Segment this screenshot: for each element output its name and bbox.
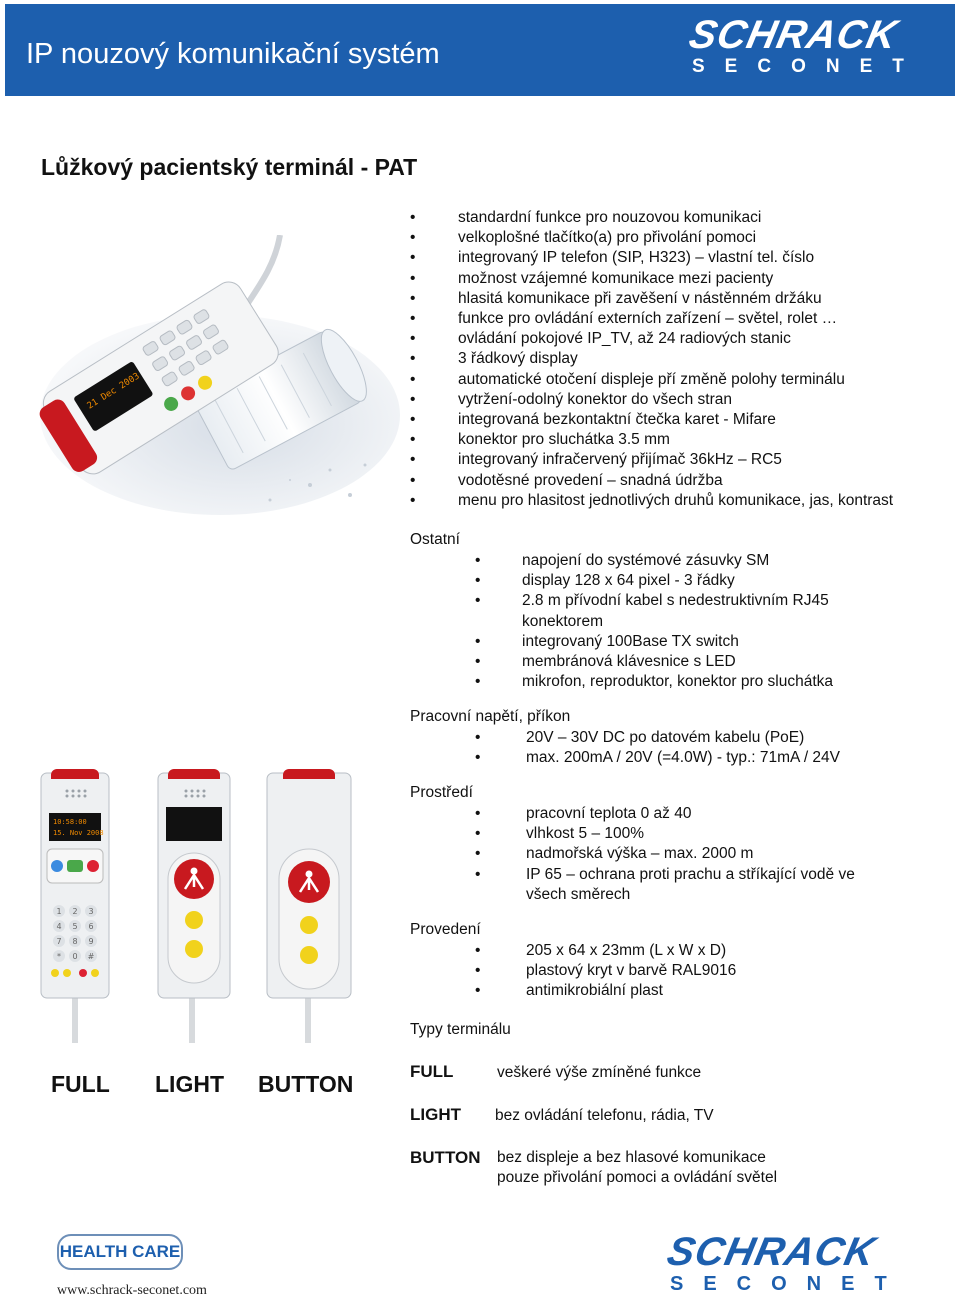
full-display-line1: 10:58:00 xyxy=(53,818,87,826)
health-care-badge: HEALTH CARE xyxy=(57,1234,183,1270)
svg-text:7: 7 xyxy=(56,937,62,946)
svg-text:6: 6 xyxy=(88,922,94,931)
caption-button: BUTTON xyxy=(258,1071,354,1097)
list-item: • display 128 x 64 pixel - 3 řádky xyxy=(475,571,875,591)
svg-text:9: 9 xyxy=(88,937,94,946)
terminal-photo-icon xyxy=(10,235,400,535)
product-photo xyxy=(10,235,400,535)
logo-sub: SECONET xyxy=(670,1273,907,1295)
header-title: IP nouzový komunikační systém xyxy=(26,38,440,70)
feature-list xyxy=(410,208,950,511)
list-item: • konektor pro sluchátka 3.5 mm xyxy=(410,430,950,450)
caption-full: FULL xyxy=(51,1071,110,1097)
device-light-icon xyxy=(158,769,230,1043)
list-item: • integrovaná bezkontaktní čtečka karet - Mifare xyxy=(410,410,950,430)
page-title: Lůžkový pacientský terminál - PAT xyxy=(41,154,418,180)
svg-text:0: 0 xyxy=(72,952,78,961)
napeti-list xyxy=(475,728,895,768)
svg-text:1: 1 xyxy=(56,907,62,916)
list-item: • membránová klávesnice s LED xyxy=(475,652,875,672)
list-item: • vlhkost 5 – 100% xyxy=(475,824,887,844)
variant-devices xyxy=(35,765,375,1050)
section-heading-prostredi: Prostředí xyxy=(410,784,473,801)
list-item: • mikrofon, reproduktor, konektor pro sluchátka xyxy=(475,672,875,692)
type-name-full: FULL xyxy=(410,1062,454,1081)
svg-text:3: 3 xyxy=(88,907,94,916)
list-item: • 205 x 64 x 23mm (L x W x D) xyxy=(475,941,875,961)
list-item: • možnost vzájemné komunikace mezi pacienty xyxy=(410,269,950,289)
list-item: • automatické otočení displeje pří změně polohy terminálu xyxy=(410,370,950,390)
list-item: • velkoplošné tlačítko(a) pro přivolání pomoci xyxy=(410,228,950,248)
logo-brand: SCHRACK xyxy=(663,1230,880,1274)
photo-display-text: 21 Dec 2003 xyxy=(85,371,142,412)
svg-text:8: 8 xyxy=(72,937,78,946)
type-desc-light: bez ovládání telefonu, rádia, TV xyxy=(495,1107,714,1124)
list-item: • standardní funkce pro nouzovou komunikaci xyxy=(410,208,950,228)
list-item: • napojení do systémové zásuvky SM xyxy=(475,551,875,571)
list-item: • hlasitá komunikace při zavěšení v nástěnném držáku xyxy=(410,289,950,309)
section-heading-napeti: Pracovní napětí, příkon xyxy=(410,708,571,725)
list-item: • IP 65 – ochrana proti prachu a stříkající vodě ve všech směrech xyxy=(475,865,887,905)
ostatni-list xyxy=(475,551,875,692)
list-item: • vytržení-odolný konektor do všech stran xyxy=(410,390,950,410)
svg-text:5: 5 xyxy=(72,922,78,931)
provedeni-list xyxy=(475,941,875,1002)
type-desc-full: veškeré výše zmíněné funkce xyxy=(497,1064,702,1081)
svg-text:#: # xyxy=(87,952,95,961)
logo-sub: SECONET xyxy=(692,56,924,77)
type-name-light: LIGHT xyxy=(410,1105,461,1124)
logo-brand: SCHRACK xyxy=(685,13,902,57)
list-item: • integrovaný infračervený přijímač 36kHz – RC5 xyxy=(410,450,950,470)
list-item: • pracovní teplota 0 až 40 xyxy=(475,804,887,824)
list-item: • funkce pro ovládání externích zařízení – světel, rolet … xyxy=(410,309,950,329)
list-item: • 2.8 m přívodní kabel s nedestruktivním RJ45 konektorem xyxy=(475,591,842,631)
types-heading: Typy terminálu xyxy=(410,1021,511,1038)
schrack-logo-top xyxy=(685,13,924,78)
device-variants-icon xyxy=(35,765,375,1050)
list-item: • plastový kryt v barvě RAL9016 xyxy=(475,961,875,981)
prostredi-list xyxy=(475,804,887,905)
full-display-line2: 15. Nov 2008 xyxy=(53,829,104,837)
list-item: • vodotěsné provedení – snadná údržba xyxy=(410,471,950,491)
list-item: • menu pro hlasitost jednotlivých druhů komunikace, jas, kontrast xyxy=(410,491,950,511)
list-item: • ovládání pokojové IP_TV, až 24 radiových stanic xyxy=(410,329,950,349)
type-name-button: BUTTON xyxy=(410,1148,481,1167)
svg-text:*: * xyxy=(57,952,61,961)
schrack-logo-bottom xyxy=(663,1230,907,1296)
device-button-icon xyxy=(267,769,351,1043)
list-item: • 20V – 30V DC po datovém kabelu (PoE) xyxy=(475,728,895,748)
list-item: • 3 řádkový display xyxy=(410,349,950,369)
type-desc-button-2: pouze přivolání pomoci a ovládání světel xyxy=(497,1169,778,1186)
list-item: • max. 200mA / 20V (=4.0W) - typ.: 71mA / 24V xyxy=(475,748,895,768)
section-heading-provedeni: Provedení xyxy=(410,921,481,938)
list-item: • nadmořská výška – max. 2000 m xyxy=(475,844,887,864)
type-desc-button-1: bez displeje a bez hlasové komunikace xyxy=(497,1149,766,1166)
list-item: • antimikrobiální plast xyxy=(475,981,875,1001)
section-heading-ostatni: Ostatní xyxy=(410,531,460,548)
caption-light: LIGHT xyxy=(155,1071,224,1097)
list-item: • integrovaný IP telefon (SIP, H323) – vlastní tel. číslo xyxy=(410,248,950,268)
list-item: • integrovaný 100Base TX switch xyxy=(475,632,875,652)
svg-text:4: 4 xyxy=(56,922,62,931)
device-full-icon xyxy=(41,769,109,1043)
footer-url[interactable]: www.schrack-seconet.com xyxy=(57,1283,207,1298)
svg-text:2: 2 xyxy=(72,907,78,916)
